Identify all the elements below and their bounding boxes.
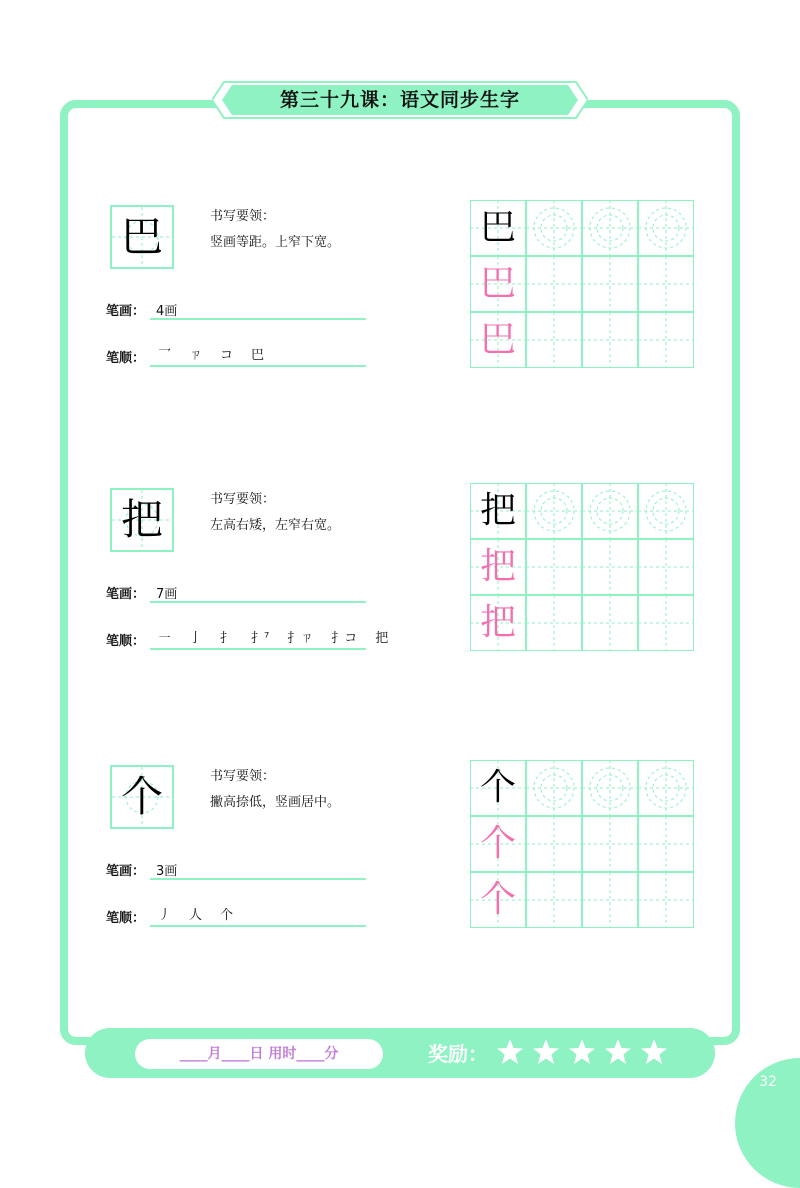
stroke-count-value: 7画 [156,587,178,602]
stroke-count-underline [150,878,366,880]
date-line[interactable]: ____月____日 用时____分 [179,1046,339,1062]
stroke-step: 亅 [189,631,203,646]
trace-character: 把 [479,602,516,643]
stroke-step: 个 [220,908,234,923]
title-banner [212,80,588,120]
stroke-step: 丿 [158,908,172,923]
stroke-order-sequence [158,344,282,363]
stroke-order-underline [150,925,366,927]
trace-character: 巴 [479,263,516,304]
model-character: 把 [479,490,516,531]
trace-character: 把 [479,546,516,587]
stroke-step: 扌 [220,631,234,646]
tips-title: 书写要领： [210,769,276,784]
stroke-order-sequence [158,627,406,646]
stroke-step: 扌コ [331,631,358,646]
page-title: 第三十九课：语文同步生字 [279,89,520,111]
lesson-character: 巴 [120,212,163,261]
tips-title: 书写要领： [210,209,276,224]
stroke-step: 人 [189,908,203,923]
reward-star-icon[interactable] [496,1038,524,1066]
stroke-step: 巴 [251,348,265,363]
model-character: 巴 [479,207,516,248]
stroke-step: ㇐ [158,631,172,646]
stroke-step: コ [220,348,234,363]
trace-character: 个 [479,879,516,920]
stroke-count-label: 笔画： [106,304,146,319]
char-box [110,765,174,829]
practice-grid[interactable] [470,760,694,928]
lesson-character: 个 [120,772,163,821]
tips-text: 左高右矮，左窄右宽。 [210,518,341,533]
trace-character: 个 [479,823,516,864]
stroke-count-value: 4画 [156,304,178,319]
stroke-count-label: 笔画： [106,587,146,602]
char-box [110,488,174,552]
stroke-order-sequence [158,904,251,923]
lesson-character: 把 [120,495,163,544]
reward-star-icon[interactable] [604,1038,632,1066]
stroke-order-label: 笔顺： [106,351,146,366]
stroke-count-underline [150,601,366,603]
reward-star-icon[interactable] [640,1038,668,1066]
reward-label: 奖励： [428,1042,488,1066]
reward-star-icon[interactable] [568,1038,596,1066]
tips-text: 撇高捺低，竖画居中。 [210,795,341,810]
stroke-order-label: 笔顺： [106,911,146,926]
trace-character: 巴 [479,319,516,360]
tips-title: 书写要领： [210,492,276,507]
stroke-step: 乛 [158,348,172,363]
model-character: 个 [479,767,516,808]
reward-star-icon[interactable] [532,1038,560,1066]
stroke-step: 扌ㄗ [287,631,314,646]
stroke-step: 把 [375,631,389,646]
char-box [110,205,174,269]
stroke-count-underline [150,318,366,320]
stroke-order-underline [150,365,366,367]
stroke-order-label: 笔顺： [106,634,146,649]
page-number: 32 [759,1074,777,1090]
stroke-step: ㄗ [189,348,203,363]
stroke-count-label: 笔画： [106,864,146,879]
stroke-step: 扌⁷ [251,631,270,646]
stroke-order-underline [150,648,366,650]
tips-text: 竖画等距。上窄下宽。 [210,235,341,250]
practice-grid[interactable] [470,200,694,368]
practice-grid[interactable] [470,483,694,651]
stroke-count-value: 3画 [156,864,178,879]
